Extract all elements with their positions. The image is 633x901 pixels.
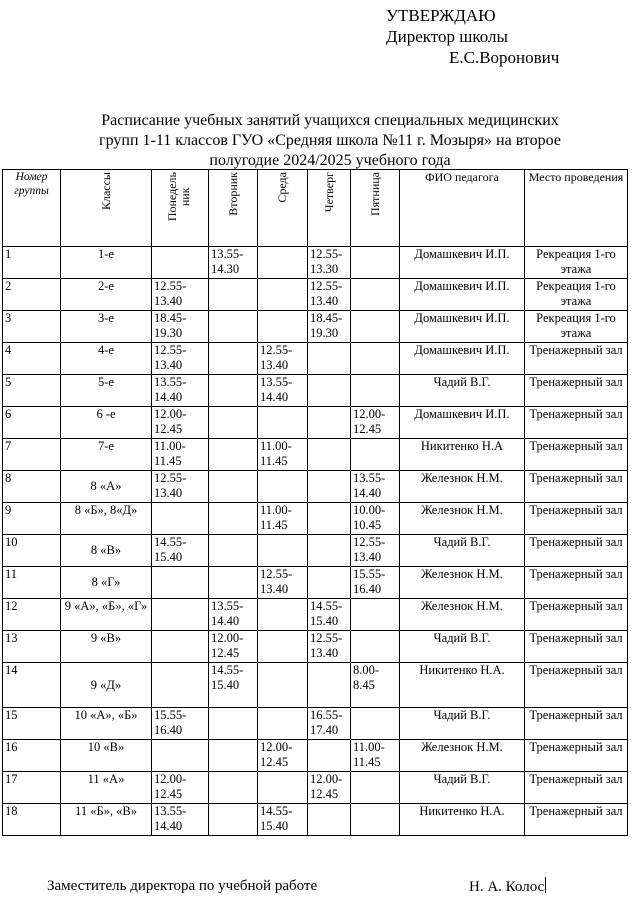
group-number-cell: 10 <box>3 535 61 567</box>
classes-cell: 11 «Б», «В» <box>61 804 152 836</box>
tuesday-cell <box>209 503 258 535</box>
teacher-cell: Домашкевич И.П. <box>400 343 525 375</box>
place-cell: Тренажерный зал <box>525 631 628 663</box>
place-cell: Рекреация 1-го этажа <box>525 311 628 343</box>
tuesday-cell <box>209 311 258 343</box>
classes-cell: 3-е <box>61 311 152 343</box>
thursday-cell <box>308 503 351 535</box>
friday-cell <box>351 631 400 663</box>
monday-cell: 11.00-11.45 <box>152 439 209 471</box>
wednesday-cell: 12.00-12.45 <box>258 740 308 772</box>
tuesday-cell <box>209 804 258 836</box>
header-classes-label: Классы <box>98 172 113 211</box>
group-number-cell: 13 <box>3 631 61 663</box>
teacher-cell: Железнок Н.М. <box>400 599 525 631</box>
header-wednesday-label: Среда <box>275 172 289 203</box>
group-number-cell: 18 <box>3 804 61 836</box>
wednesday-cell <box>258 247 308 279</box>
approval-block <box>386 5 559 68</box>
group-number-cell: 6 <box>3 407 61 439</box>
monday-cell <box>152 503 209 535</box>
title-line-2: групп 1-11 классов ГУО «Средняя школа №11 г. Мозыря» на второе <box>99 132 561 149</box>
table-row <box>3 503 628 535</box>
teacher-cell: Домашкевич И.П. <box>400 279 525 311</box>
table-header-row <box>3 170 628 247</box>
place-cell: Тренажерный зал <box>525 407 628 439</box>
group-number-cell: 15 <box>3 708 61 740</box>
wednesday-cell: 12.55-13.40 <box>258 567 308 599</box>
group-number-cell: 17 <box>3 772 61 804</box>
place-cell: Тренажерный зал <box>525 772 628 804</box>
thursday-cell: 14.55-15.40 <box>308 599 351 631</box>
thursday-cell <box>308 663 351 708</box>
classes-cell: 8 «Б», 8«Д» <box>61 503 152 535</box>
place-cell: Тренажерный зал <box>525 471 628 503</box>
monday-cell: 14.55-15.40 <box>152 535 209 567</box>
footer-signature <box>469 877 546 896</box>
friday-cell: 12.55-13.40 <box>351 535 400 567</box>
monday-cell <box>152 631 209 663</box>
place-cell: Тренажерный зал <box>525 343 628 375</box>
classes-cell: 9 «Д» <box>61 663 152 708</box>
friday-cell <box>351 311 400 343</box>
classes-cell: 9 «А», «Б», «Г» <box>61 599 152 631</box>
header-place: Место проведения <box>525 170 628 247</box>
text-cursor <box>545 877 546 893</box>
footer-name: Н. А. Колос <box>469 879 545 895</box>
table-row <box>3 804 628 836</box>
monday-cell: 13.55-14.40 <box>152 375 209 407</box>
header-monday <box>152 170 209 247</box>
wednesday-cell <box>258 599 308 631</box>
tuesday-cell: 13.55-14.30 <box>209 247 258 279</box>
monday-cell: 13.55-14.40 <box>152 804 209 836</box>
wednesday-cell: 11.00-11.45 <box>258 439 308 471</box>
classes-cell: 4-е <box>61 343 152 375</box>
header-classes <box>61 170 152 247</box>
teacher-cell: Никитенко Н.А. <box>400 804 525 836</box>
tuesday-cell <box>209 535 258 567</box>
place-cell: Тренажерный зал <box>525 708 628 740</box>
wednesday-cell: 12.55-13.40 <box>258 343 308 375</box>
table-row <box>3 247 628 279</box>
place-cell: Рекреация 1-го этажа <box>525 247 628 279</box>
approval-heading: УТВЕРЖДАЮ <box>386 6 496 25</box>
title-line-3: полугодие 2024/2025 учебного года <box>209 152 451 169</box>
classes-cell: 10 «А», «Б» <box>61 708 152 740</box>
thursday-cell <box>308 567 351 599</box>
place-cell: Тренажерный зал <box>525 567 628 599</box>
classes-cell: 11 «А» <box>61 772 152 804</box>
thursday-cell: 18.45-19.30 <box>308 311 351 343</box>
teacher-cell: Железнок Н.М. <box>400 567 525 599</box>
header-wednesday <box>258 170 308 247</box>
friday-cell <box>351 247 400 279</box>
monday-cell <box>152 247 209 279</box>
table-row <box>3 375 628 407</box>
friday-cell <box>351 772 400 804</box>
friday-cell <box>351 804 400 836</box>
thursday-cell <box>308 471 351 503</box>
tuesday-cell: 13.55-14.40 <box>209 599 258 631</box>
classes-cell: 8 «А» <box>61 471 152 503</box>
friday-cell <box>351 439 400 471</box>
footer-position: Заместитель директора по учебной работе <box>47 878 318 894</box>
wednesday-cell: 11.00-11.45 <box>258 503 308 535</box>
table-row <box>3 772 628 804</box>
classes-cell: 6 -е <box>61 407 152 439</box>
classes-cell: 5-е <box>61 375 152 407</box>
monday-cell: 12.55-13.40 <box>152 279 209 311</box>
place-cell: Тренажерный зал <box>525 740 628 772</box>
teacher-cell: Никитенко Н.А <box>400 439 525 471</box>
table-row <box>3 663 628 708</box>
monday-cell <box>152 599 209 631</box>
group-number-cell: 1 <box>3 247 61 279</box>
approval-name: Е.С.Воронович <box>449 48 560 67</box>
table-row <box>3 311 628 343</box>
wednesday-cell <box>258 535 308 567</box>
header-tuesday <box>209 170 258 247</box>
teacher-cell: Домашкевич И.П. <box>400 247 525 279</box>
thursday-cell <box>308 439 351 471</box>
classes-cell: 2-е <box>61 279 152 311</box>
tuesday-cell <box>209 708 258 740</box>
friday-cell: 12.00-12.45 <box>351 407 400 439</box>
table-row <box>3 279 628 311</box>
teacher-cell: Чадий В.Г. <box>400 375 525 407</box>
group-number-cell: 12 <box>3 599 61 631</box>
teacher-cell: Чадий В.Г. <box>400 535 525 567</box>
friday-cell <box>351 279 400 311</box>
classes-cell: 9 «В» <box>61 631 152 663</box>
group-number-cell: 5 <box>3 375 61 407</box>
monday-cell: 15.55-16.40 <box>152 708 209 740</box>
table-row <box>3 740 628 772</box>
wednesday-cell <box>258 279 308 311</box>
monday-cell: 12.00-12.45 <box>152 407 209 439</box>
place-cell: Тренажерный зал <box>525 599 628 631</box>
approval-position: Директор школы <box>386 27 508 46</box>
group-number-cell: 2 <box>3 279 61 311</box>
tuesday-cell: 12.00-12.45 <box>209 631 258 663</box>
group-number-cell: 3 <box>3 311 61 343</box>
group-number-cell: 7 <box>3 439 61 471</box>
table-row <box>3 439 628 471</box>
place-cell: Тренажерный зал <box>525 535 628 567</box>
wednesday-cell: 14.55-15.40 <box>258 804 308 836</box>
table-row <box>3 471 628 503</box>
wednesday-cell: 13.55-14.40 <box>258 375 308 407</box>
thursday-cell: 16.55-17.40 <box>308 708 351 740</box>
table-row <box>3 535 628 567</box>
teacher-cell: Домашкевич И.П. <box>400 311 525 343</box>
schedule-table <box>2 169 628 836</box>
place-cell: Тренажерный зал <box>525 503 628 535</box>
thursday-cell: 12.55-13.30 <box>308 247 351 279</box>
classes-cell: 7-е <box>61 439 152 471</box>
header-thursday <box>308 170 351 247</box>
teacher-cell: Железнок Н.М. <box>400 471 525 503</box>
table-row <box>3 343 628 375</box>
friday-cell: 13.55-14.40 <box>351 471 400 503</box>
place-cell: Тренажерный зал <box>525 439 628 471</box>
teacher-cell: Никитенко Н.А. <box>400 663 525 708</box>
monday-cell <box>152 663 209 708</box>
wednesday-cell <box>258 407 308 439</box>
thursday-cell: 12.55-13.40 <box>308 279 351 311</box>
group-number-cell: 9 <box>3 503 61 535</box>
monday-cell: 12.55-13.40 <box>152 471 209 503</box>
friday-cell <box>351 708 400 740</box>
monday-cell <box>152 740 209 772</box>
header-teacher: ФИО педагога <box>400 170 525 247</box>
monday-cell: 12.55-13.40 <box>152 343 209 375</box>
classes-cell: 10 «В» <box>61 740 152 772</box>
group-number-cell: 11 <box>3 567 61 599</box>
table-row <box>3 599 628 631</box>
friday-cell: 15.55-16.40 <box>351 567 400 599</box>
tuesday-cell <box>209 740 258 772</box>
thursday-cell <box>308 343 351 375</box>
group-number-cell: 4 <box>3 343 61 375</box>
teacher-cell: Чадий В.Г. <box>400 772 525 804</box>
header-thursday-label: Четверг <box>321 172 336 213</box>
title-line-1: Расписание учебных занятий учащихся специальных медицинских <box>101 112 559 129</box>
header-group-number: Номер группы <box>3 170 61 247</box>
tuesday-cell <box>209 471 258 503</box>
tuesday-cell <box>209 407 258 439</box>
wednesday-cell <box>258 471 308 503</box>
table-row <box>3 708 628 740</box>
thursday-cell: 12.55-13.40 <box>308 631 351 663</box>
thursday-cell <box>308 740 351 772</box>
tuesday-cell <box>209 772 258 804</box>
tuesday-cell <box>209 279 258 311</box>
teacher-cell: Железнок Н.М. <box>400 740 525 772</box>
header-tuesday-label: Вторник <box>225 172 240 216</box>
classes-cell: 1-е <box>61 247 152 279</box>
group-number-cell: 14 <box>3 663 61 708</box>
monday-cell: 18.45-19.30 <box>152 311 209 343</box>
place-cell: Тренажерный зал <box>525 375 628 407</box>
friday-cell <box>351 343 400 375</box>
place-cell: Тренажерный зал <box>525 663 628 708</box>
thursday-cell <box>308 804 351 836</box>
table-row <box>3 407 628 439</box>
tuesday-cell <box>209 439 258 471</box>
header-friday <box>351 170 400 247</box>
thursday-cell <box>308 535 351 567</box>
friday-cell: 10.00-10.45 <box>351 503 400 535</box>
classes-cell: 8 «В» <box>61 535 152 567</box>
teacher-cell: Чадий В.Г. <box>400 708 525 740</box>
monday-cell: 12.00-12.45 <box>152 772 209 804</box>
tuesday-cell <box>209 343 258 375</box>
place-cell: Рекреация 1-го этажа <box>525 279 628 311</box>
classes-cell: 8 «Г» <box>61 567 152 599</box>
wednesday-cell <box>258 772 308 804</box>
header-friday-label: Пятница <box>367 172 382 217</box>
tuesday-cell: 14.55-15.40 <box>209 663 258 708</box>
place-cell: Тренажерный зал <box>525 804 628 836</box>
thursday-cell <box>308 375 351 407</box>
wednesday-cell <box>258 631 308 663</box>
thursday-cell <box>308 407 351 439</box>
friday-cell <box>351 599 400 631</box>
document-title <box>60 111 600 171</box>
wednesday-cell <box>258 663 308 708</box>
teacher-cell: Чадий В.Г. <box>400 631 525 663</box>
tuesday-cell <box>209 375 258 407</box>
teacher-cell: Железнок Н.М. <box>400 503 525 535</box>
friday-cell: 11.00-11.45 <box>351 740 400 772</box>
monday-cell <box>152 567 209 599</box>
wednesday-cell <box>258 311 308 343</box>
table-row <box>3 631 628 663</box>
group-number-cell: 8 <box>3 471 61 503</box>
thursday-cell: 12.00-12.45 <box>308 772 351 804</box>
table-row <box>3 567 628 599</box>
tuesday-cell <box>209 567 258 599</box>
friday-cell <box>351 375 400 407</box>
group-number-cell: 16 <box>3 740 61 772</box>
friday-cell: 8.00-8.45 <box>351 663 400 708</box>
teacher-cell: Домашкевич И.П. <box>400 407 525 439</box>
header-monday-label: Понедель ник <box>165 172 192 222</box>
wednesday-cell <box>258 708 308 740</box>
